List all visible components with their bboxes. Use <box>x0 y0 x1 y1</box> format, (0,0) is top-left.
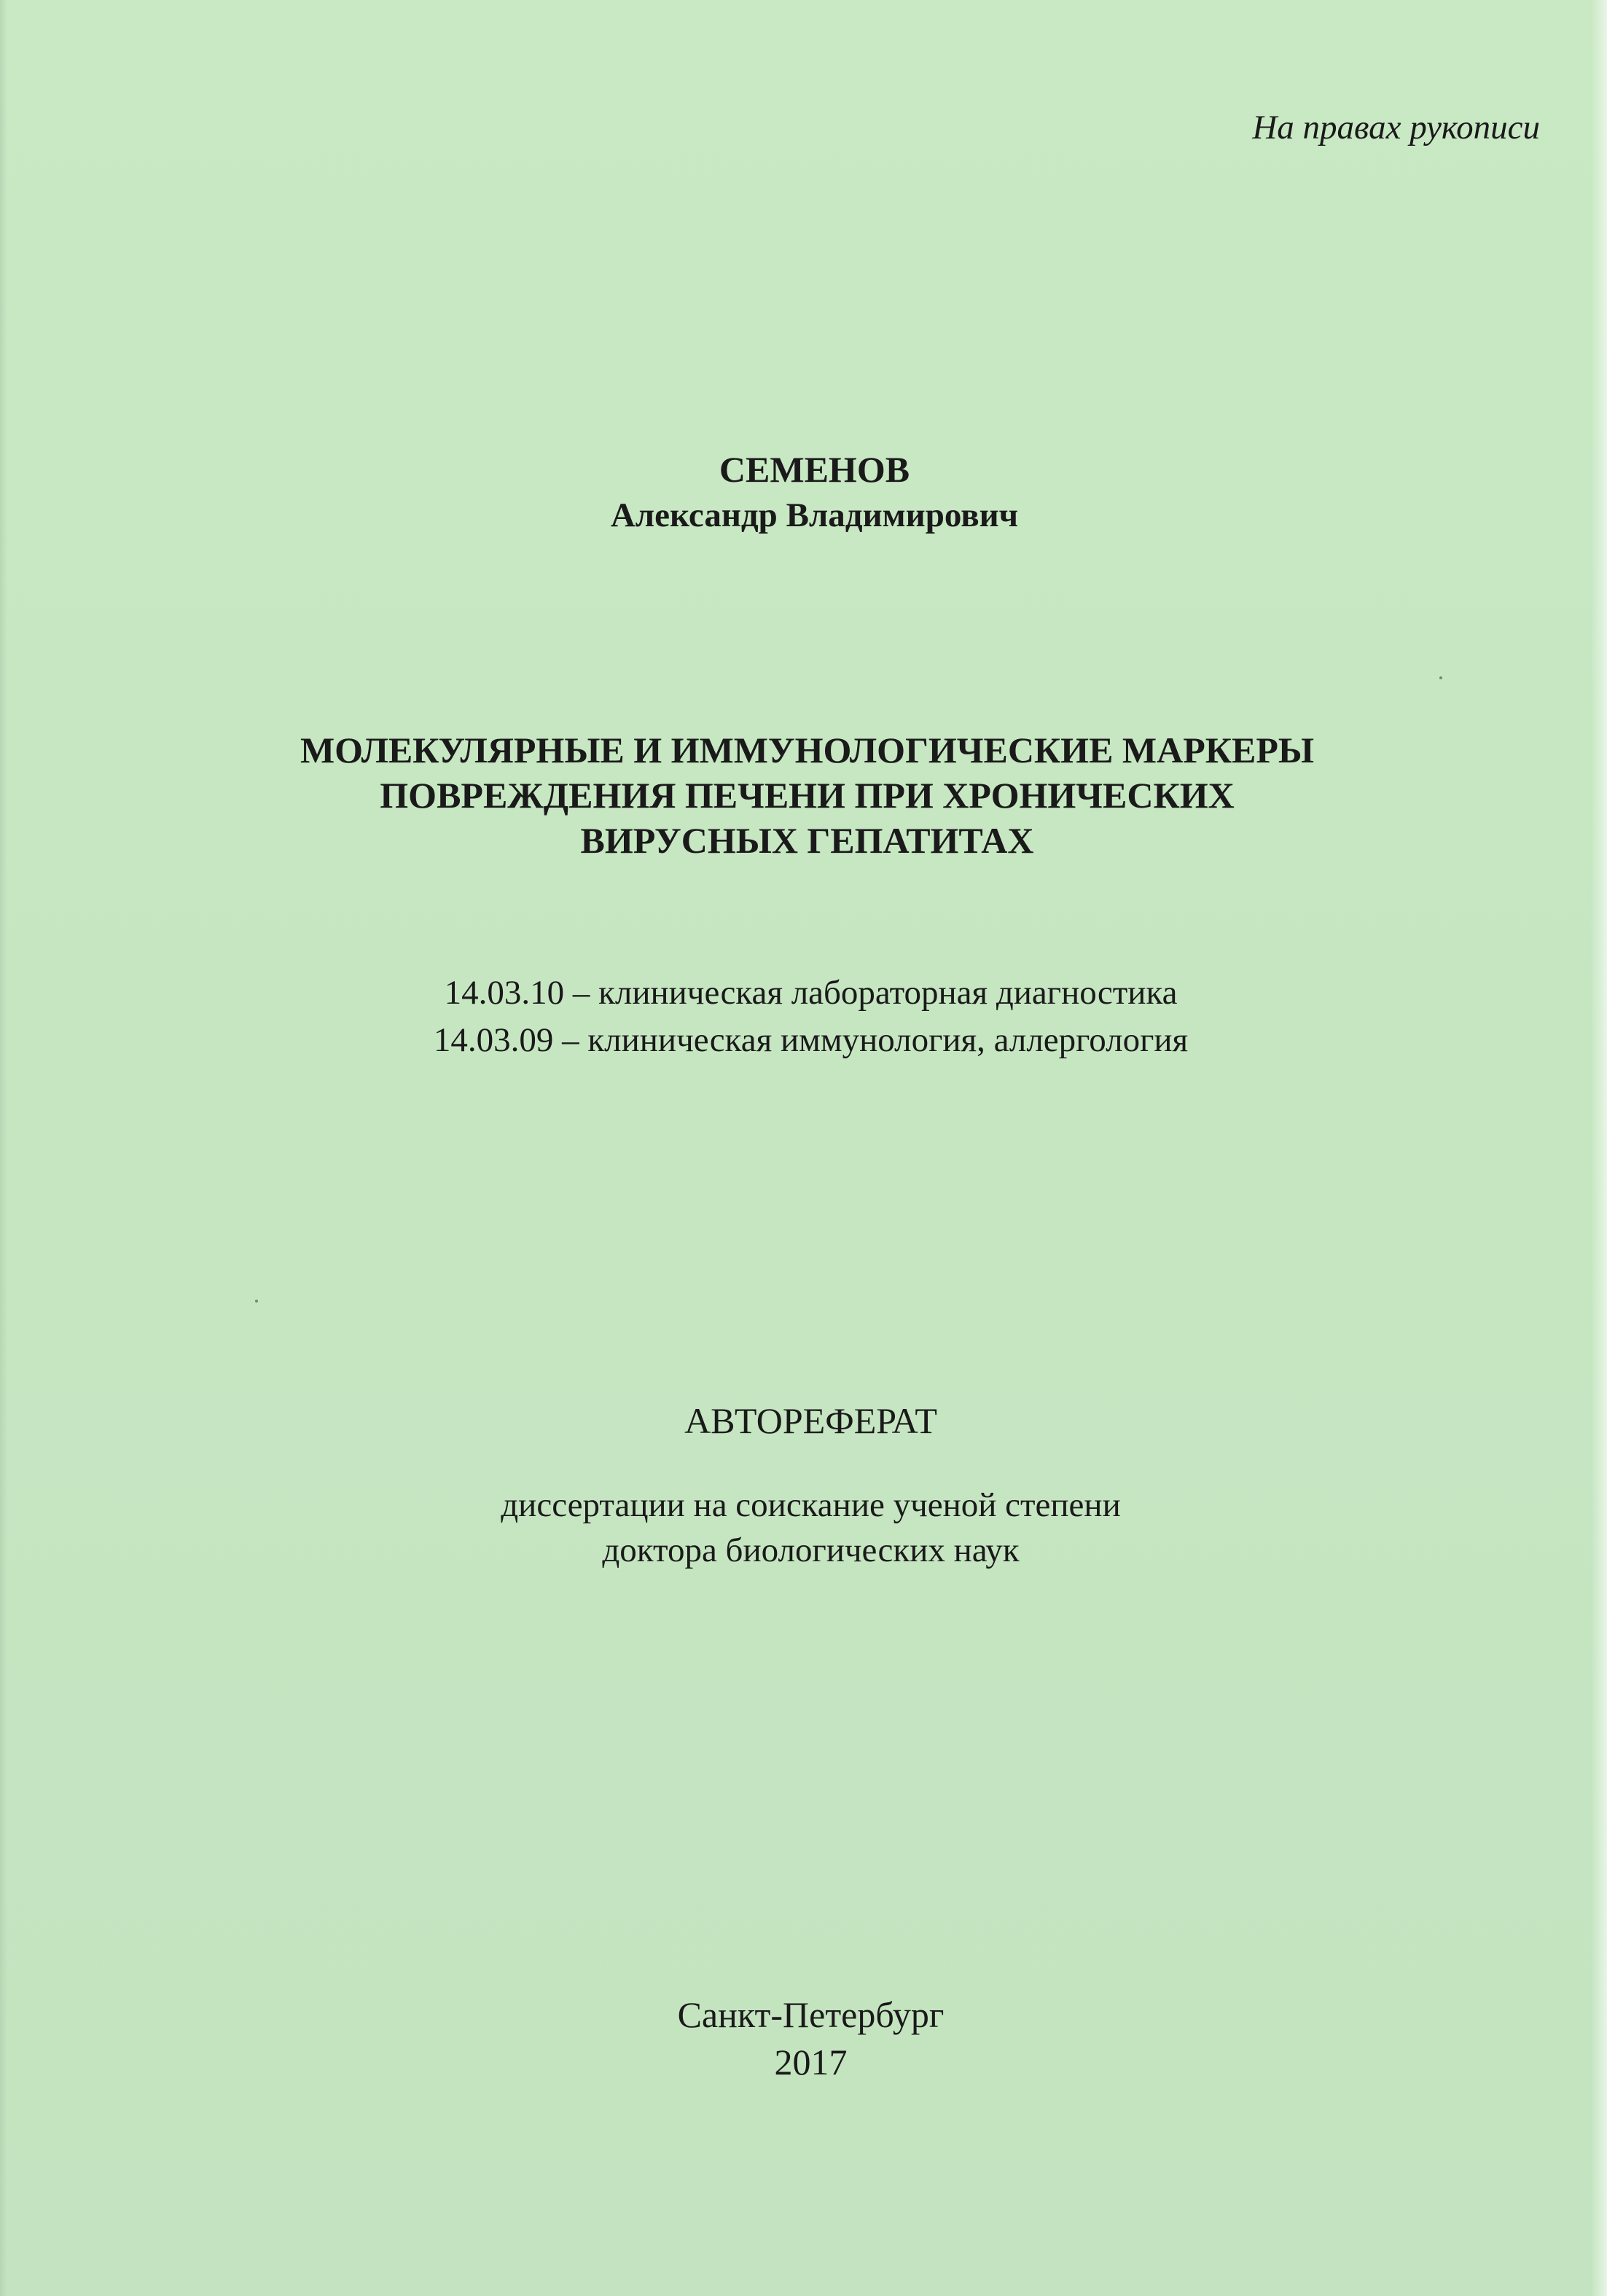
publication-city: Санкт-Петербург <box>677 1994 945 2035</box>
binding-shadow <box>0 0 7 2296</box>
paper-speck <box>1439 676 1442 679</box>
document-type: АВТОРЕФЕРАТ <box>684 1400 937 1441</box>
paper-speck <box>255 1300 258 1303</box>
degree-line-2: доктора биологических наук <box>602 1531 1020 1569</box>
author-surname: СЕМЕНОВ <box>719 449 910 490</box>
specialty-code-2: 14.03.09 – клиническая иммунология, аллергология <box>433 1021 1189 1059</box>
degree-line-1: диссертации на соискание ученой степени <box>501 1486 1121 1524</box>
manuscript-rights-note: На правах рукописи <box>1252 109 1540 147</box>
publication-year: 2017 <box>774 2042 848 2082</box>
specialty-code-1: 14.03.10 – клиническая лабораторная диагностика <box>444 974 1178 1012</box>
page-edge <box>1591 0 1607 2296</box>
author-given-names: Александр Владимирович <box>610 496 1019 534</box>
title-line-2: ПОВРЕЖДЕНИЯ ПЕЧЕНИ ПРИ ХРОНИЧЕСКИХ <box>380 775 1235 816</box>
title-line-3: ВИРУСНЫХ ГЕПАТИТАХ <box>580 820 1034 861</box>
title-line-1: МОЛЕКУЛЯРНЫЕ И ИММУНОЛОГИЧЕСКИЕ МАРКЕРЫ <box>300 730 1315 770</box>
